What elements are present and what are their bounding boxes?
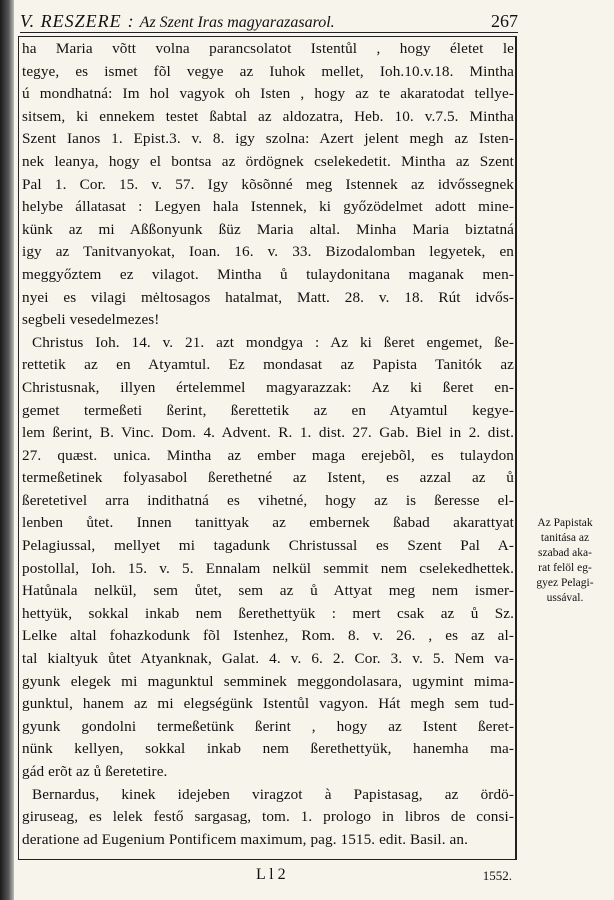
book-spine-shadow xyxy=(0,0,14,900)
signature-mark: L l 2 xyxy=(256,866,286,883)
text-line: gád erõt az ů ßeretetire. xyxy=(22,763,168,780)
text-line: nyei es vilagi mėltosagos hatalmat, Matt. 28. v. 18. Rút idvős- xyxy=(22,288,514,306)
text-line: meggyőztem ez vilagot. Mintha ů tulaydonitana maganak men- xyxy=(22,265,514,283)
text-line: Bernardus, kinek idejeben viragzot à Papistasag, az ördö- xyxy=(32,785,514,803)
margin-note-line: gyez Pelagi- xyxy=(536,577,594,589)
text-line: 27. quæst. unica. Mintha az ember maga erejebõl, es tulaydon xyxy=(22,446,514,464)
text-line: ßeretetivel arra indithatná es vihetné, hogy az is ßeresse el- xyxy=(22,491,514,509)
text-line: lem ßerint, B. Vinc. Dom. 4. Advent. R. 1. dist. 27. Gab. Biel in 2. dist. xyxy=(22,424,514,442)
text-line: ha Maria võtt volna parancsolatot Istentůl , hogy életet le xyxy=(22,40,514,57)
text-line: nünk kellyen, sokkal inkab nem ßerethettyük, hanemha ma- xyxy=(22,740,514,758)
text-line: termeßetinek folyasabol ßerethetné az Istent, es azzal az ů xyxy=(22,469,514,487)
text-line: Pelagiussal, mellyet mi tagadunk Christussal es Szent Pal A- xyxy=(22,537,514,555)
text-line: gemet termeßeti ßerint, ßerettetik az en Atyamtul kegye- xyxy=(22,401,514,419)
margin-note-line: szabad aka- xyxy=(538,547,592,559)
text-line: Szent Ianos 1. Epist.3. v. 8. igy szolna: Azert jelent megh az Isten- xyxy=(22,130,514,148)
page-number: 267 xyxy=(491,11,518,31)
text-line: tal kialtyuk ůtet Atyanknak, Galat. 4. v. 6. 2. Cor. 3. v. 5. Nem va- xyxy=(22,650,514,668)
margin-note xyxy=(522,516,608,606)
text-line: Hatůnala nelkül, sem ůtet, sem az ů Attyat meg nem ismer- xyxy=(22,582,514,600)
margin-note-line: rat felöl eg- xyxy=(538,562,592,574)
text-line: sitsem, ki ennekem testet ßabtal az aldozatra, Heb. 10. v.7.5. Mintha xyxy=(22,107,514,125)
text-line: giruseag, es lelek festő sargasag, tom. 1. prologo in libros de consi- xyxy=(22,808,514,826)
margin-note-line: Az Papistak xyxy=(537,517,593,529)
body-text xyxy=(22,38,514,851)
text-line: Christus Ioh. 14. v. 21. azt mondgya : Az ki ßeret engemet, ße- xyxy=(32,333,514,351)
text-line: künk az mi Aßßonyunk ßüz Maria altal. Minha Maria biztatná xyxy=(22,220,514,238)
text-line: Lelke altal fohazkodunk fõl Istenhez, Rom. 8. v. 26. , es az al- xyxy=(22,627,514,645)
text-line: gunktul, hanem az mi elegségünk Istentůl vagyon. Hát megh sem tud- xyxy=(22,695,514,713)
page-footer xyxy=(20,862,518,888)
text-line: hettyük, sokkal inkab nem ßerethettyük : mert csak az ů Sz. xyxy=(22,604,514,622)
header-separator: : xyxy=(127,11,134,31)
running-header xyxy=(20,6,518,33)
margin-note-line: tanitása az xyxy=(540,532,590,544)
header-topic: Az Szent Iras magyarazasarol. xyxy=(139,14,335,31)
text-line: Pal 1. Cor. 15. v. 57. Igy kõsõnné meg Istennek az idvőssegnek xyxy=(22,175,514,193)
text-line: gyunk gondolni termeßetünk ßerint , hogy az Istent ßeret- xyxy=(22,717,514,735)
text-line: postollal, Ioh. 15. v. 5. Ennalam nelkül semmit nem cselekedhettek. xyxy=(22,559,514,577)
text-line: segbeli vesedelmezes! xyxy=(22,311,160,329)
catchword-year: 1552. xyxy=(482,868,512,883)
text-line: ú mondhatná: Im hol vagyok oh Isten , hogy az te akaratodat tellye- xyxy=(22,85,514,103)
part-title: V. RESZERE xyxy=(20,11,122,31)
text-line: nek leanya, hogy el bontsa az ördögnek cselekedetit. Mintha az Szent xyxy=(22,152,514,170)
text-line: deratione ad Eugenium Pontificem maximum, pag. 1515. edit. Basil. an. xyxy=(22,830,468,848)
text-line: tegye, es ismet fõl vegye az Iuhok mellet, Ioh.10.v.18. Mintha xyxy=(22,62,514,80)
text-line: lenben ůtet. Innen tanittyak az embernek ßabad akarattyat xyxy=(22,514,514,532)
text-line: helybe állatasat : Legyen hala Istennek, ki győzödelmet adott mine- xyxy=(22,198,514,216)
margin-note-line: ussával. xyxy=(546,592,584,604)
text-line: gyunk elegek mi magunktul semminek meggondolasara, ugymint mima- xyxy=(22,672,514,690)
text-line: rettetik az en Atyamtul. Ez mondasat az Papista Tanitók az xyxy=(22,356,514,374)
text-line: igy az Tanitvanyokat, Ioan. 16. v. 33. Bizodalomban legyetek, en xyxy=(22,243,514,261)
text-line: Christusnak, illyen értelemmel magyarazzak: Az ki ßeret en- xyxy=(22,378,514,396)
